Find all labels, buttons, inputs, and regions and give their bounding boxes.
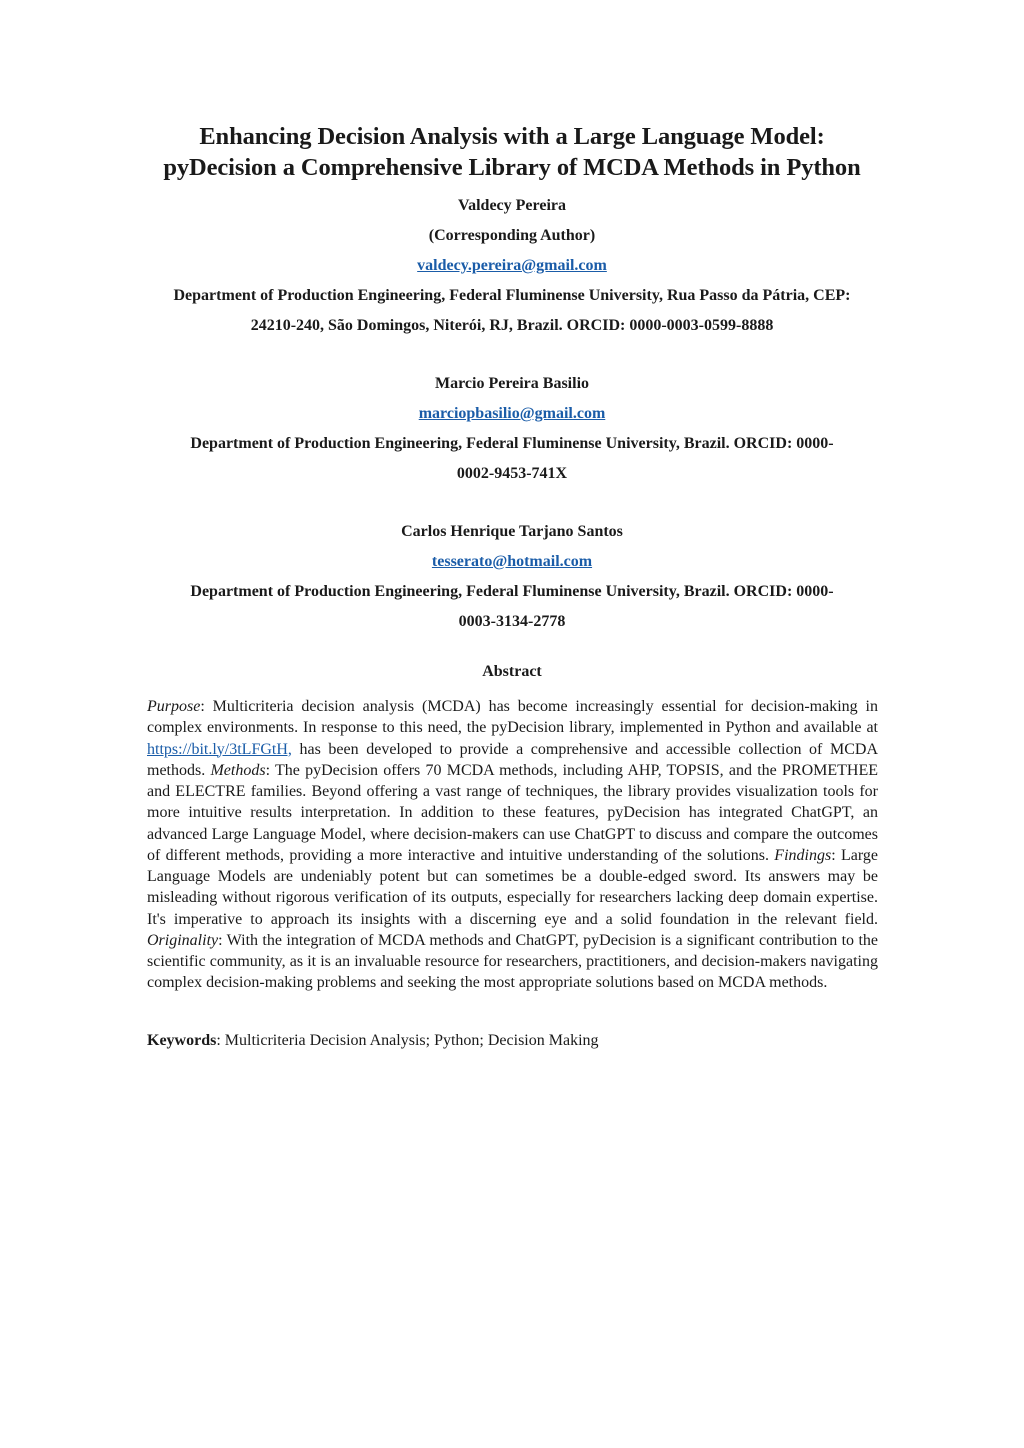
findings-text: : Large Language Models are undeniably potent but can sometimes be a double-edged sword. Its answers may be misleading without rigorous verification of its outputs, especially for researchers lacking deep domain expertise. It's imperative to approach its insights with a discerning eye and a solid foundation in the relevant field. xyxy=(147,846,878,928)
author-email-link[interactable]: tesserato@hotmail.com xyxy=(431,553,593,570)
methods-label: Methods xyxy=(210,761,266,779)
author-affiliation-line-1: Department of Production Engineering, Federal Fluminense University, Brazil. ORCID: 0000- xyxy=(190,583,834,600)
title-line-1: Enhancing Decision Analysis with a Large Language Model: xyxy=(199,123,825,150)
paper-title xyxy=(100,121,924,183)
author-name: Marcio Pereira Basilio xyxy=(434,375,590,392)
author-email-link[interactable]: valdecy.pereira@gmail.com xyxy=(417,257,607,274)
author-name: Carlos Henrique Tarjano Santos xyxy=(401,523,623,540)
author-block-3 xyxy=(140,517,884,637)
author-affiliation-line-1: Department of Production Engineering, Federal Fluminense University, Rua Passo da Pátria, CEP: xyxy=(173,287,851,304)
author-affiliation-line-2: 0003-3134-2778 xyxy=(458,613,566,630)
keywords-text: : Multicriteria Decision Analysis; Python; Decision Making xyxy=(216,1032,599,1049)
abstract-body xyxy=(147,696,878,994)
originality-label: Originality xyxy=(147,931,219,949)
author-block-1 xyxy=(140,191,884,341)
originality-text: : With the integration of MCDA methods and ChatGPT, pyDecision is a significant contribution to the scientific community, as it is an invaluable resource for researchers, practitioners, and decision-makers navigating complex decision-making problems and seeking the most appropriate solutions based on MCDA methods. xyxy=(147,931,878,992)
purpose-label: Purpose xyxy=(147,698,201,715)
methods-text: : The pyDecision offers 70 MCDA methods, including AHP, TOPSIS, and the PROMETHEE and ELECTRE families. Beyond offering a vast range of techniques, the library provides visualization tools for more intuitive results interpretation. In addition to these features, pyDecision has integrated ChatGPT, an advanced Large Language Model, where decision-makers can use ChatGPT to discuss and compare the outcomes of different methods, providing a more interactive and intuitive understanding of the solutions. xyxy=(147,761,879,864)
author-email-link[interactable]: marciopbasilio@gmail.com xyxy=(418,405,606,422)
abstract-heading: Abstract xyxy=(482,663,542,680)
purpose-text-continued: has been developed to provide a comprehensive and accessible collection of MCDA methods. xyxy=(147,740,878,779)
author-affiliation-line-1: Department of Production Engineering, Federal Fluminense University, Brazil. ORCID: 0000- xyxy=(190,435,834,452)
title-line-2: pyDecision a Comprehensive Library of MCDA Methods in Python xyxy=(163,154,861,181)
purpose-text: : Multicriteria decision analysis (MCDA) has become increasingly essential for decision-making in complex environments. In response to this need, the pyDecision library, implemented in Python and available at xyxy=(147,698,878,737)
author-name: Valdecy Pereira xyxy=(458,197,566,214)
findings-label: Findings xyxy=(774,846,832,864)
author-role: (Corresponding Author) xyxy=(428,227,596,244)
author-block-2 xyxy=(140,369,884,489)
library-link[interactable]: https://bit.ly/3tLFGtH, xyxy=(147,740,292,758)
keywords-label: Keywords xyxy=(147,1032,217,1049)
keywords-line xyxy=(147,1029,878,1053)
author-affiliation-line-2: 24210-240, São Domingos, Niterói, RJ, Brazil. ORCID: 0000-0003-0599-8888 xyxy=(250,317,774,334)
author-affiliation-line-2: 0002-9453-741X xyxy=(456,465,568,482)
